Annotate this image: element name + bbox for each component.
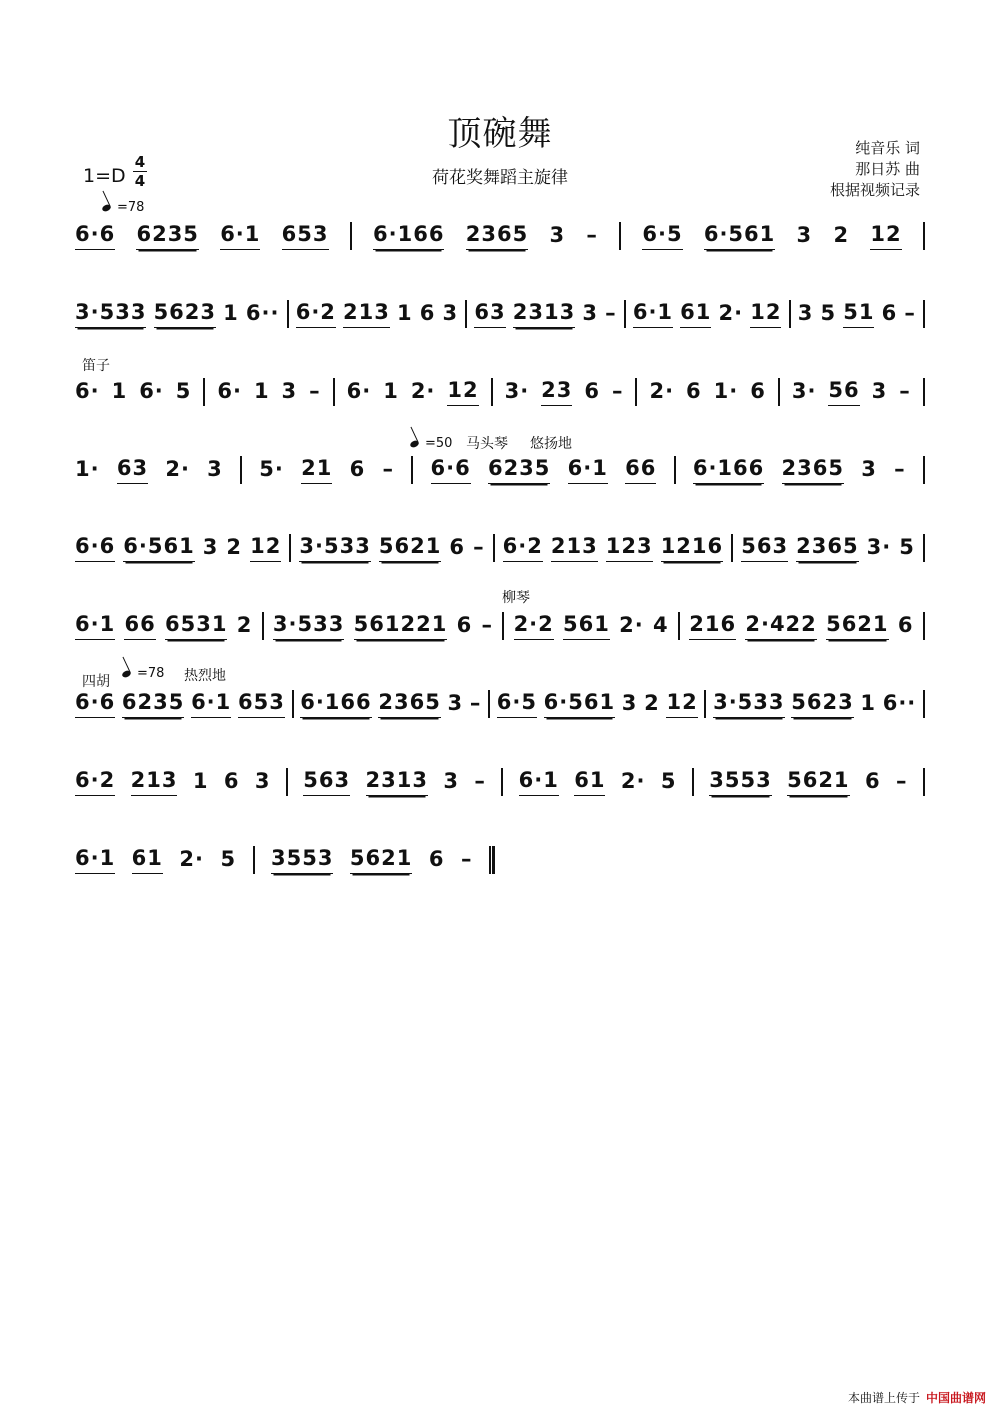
quarter-note-icon	[409, 439, 420, 448]
note-group: 12	[250, 534, 281, 562]
dash-extension: –	[605, 300, 617, 325]
note-group: 6·	[346, 378, 372, 403]
footer-text: 本曲谱上传于	[847, 1391, 920, 1405]
note-group: 3·533	[75, 300, 146, 328]
note-group: 5	[220, 846, 237, 871]
note-group: 5	[820, 300, 837, 325]
note-group: 12	[666, 690, 697, 718]
note-group: 6·166	[373, 222, 444, 250]
note-group: 561221	[354, 612, 448, 640]
note-group: 6·1	[633, 300, 673, 328]
barline	[262, 612, 264, 640]
note-group: 5	[899, 534, 915, 559]
note-group: 2	[226, 534, 243, 559]
note-group: 61	[132, 846, 163, 874]
dash-extension: –	[899, 378, 911, 403]
dash-extension: –	[904, 300, 916, 325]
note-group: 3·533	[713, 690, 784, 718]
note-group: 3	[447, 690, 464, 715]
note-group: 6	[349, 456, 366, 481]
barline	[502, 612, 504, 640]
note-group: 5621	[787, 768, 849, 796]
score-row-5	[75, 528, 925, 568]
barline	[923, 300, 925, 328]
note-group: 6	[223, 768, 240, 793]
note-group: 1	[192, 768, 209, 793]
note-group: 5623	[791, 690, 853, 718]
barline	[789, 300, 791, 328]
note-group: 6·6	[75, 222, 115, 250]
note-group: 2·	[410, 378, 436, 403]
note-group: 3	[861, 456, 877, 481]
note-group: 6·561	[704, 222, 775, 250]
barline	[501, 768, 503, 796]
source-credit: 根据视频记录	[829, 181, 920, 199]
note-group: 5621	[826, 612, 888, 640]
barline	[624, 300, 626, 328]
note-group: 3·533	[299, 534, 370, 562]
note-group: 2365	[378, 690, 440, 718]
note-group: 61	[680, 300, 711, 328]
note-group: 1	[860, 690, 877, 715]
note-group: 6·1	[519, 768, 559, 796]
note-group: 6·2	[75, 768, 115, 796]
note-group: 6·2	[503, 534, 543, 562]
site-logo[interactable]: 中国曲谱网	[925, 1391, 986, 1405]
note-group: 1	[253, 378, 270, 403]
note-group: 561	[563, 612, 610, 640]
barline	[350, 222, 352, 250]
note-group: 51	[843, 300, 874, 328]
note-group: 12	[447, 378, 478, 406]
note-group: 653	[282, 222, 329, 250]
youyang-label: 悠扬地	[530, 436, 572, 452]
barline	[286, 768, 288, 796]
note-group: 6·6	[75, 690, 115, 718]
relie-label: 热烈地	[184, 668, 226, 684]
score-row-4	[75, 450, 925, 490]
note-group: 5	[660, 768, 677, 793]
barline	[240, 456, 242, 484]
note-group: 6235	[122, 690, 184, 718]
note-group: 2·	[179, 846, 204, 871]
note-group: 3	[443, 768, 459, 793]
note-group: 6··	[882, 690, 917, 715]
note-group: 1	[383, 378, 399, 403]
note-group: 3	[281, 378, 298, 403]
note-group: 2365	[782, 456, 844, 484]
note-group: 3	[202, 534, 219, 559]
note-group: 1·	[75, 456, 100, 481]
dash-extension: –	[469, 690, 482, 715]
barline	[923, 222, 925, 250]
note-group: 5623	[154, 300, 216, 328]
barline	[203, 378, 205, 406]
barline	[289, 534, 291, 562]
note-group: 6	[449, 534, 466, 559]
note-group: 5621	[379, 534, 441, 562]
page-footer	[848, 1389, 986, 1406]
barline	[411, 456, 413, 484]
note-group: 2	[236, 612, 253, 637]
note-group: 6·6	[75, 534, 115, 562]
note-group: 6·1	[568, 456, 608, 484]
lyricist-credit: 纯音乐 词	[855, 139, 920, 157]
note-group: 6	[881, 300, 898, 325]
note-group: 563	[741, 534, 788, 562]
note-group: 3·	[866, 534, 892, 559]
note-group: 61	[574, 768, 605, 796]
dash-extension: –	[460, 846, 473, 871]
note-group: 213	[343, 300, 390, 328]
note-group: 6·166	[693, 456, 764, 484]
note-group: 2	[644, 690, 660, 715]
note-group: 6	[419, 300, 436, 325]
note-group: 3	[442, 300, 459, 325]
tempo-value-3: =78	[137, 666, 165, 681]
note-group: 3	[582, 300, 598, 325]
barline	[778, 378, 780, 406]
score-row-6	[75, 606, 925, 646]
note-group: 3	[621, 690, 638, 715]
note-group: 63	[474, 300, 505, 328]
barline	[923, 768, 925, 796]
note-group: 12	[870, 222, 901, 250]
note-group: 4	[653, 612, 669, 637]
barline	[692, 768, 694, 796]
note-group: 63	[117, 456, 148, 484]
dash-extension: –	[474, 768, 486, 793]
note-group: 2·	[649, 378, 675, 403]
time-denominator: 4	[134, 172, 146, 190]
score-row-8	[75, 762, 925, 802]
note-group: 3	[871, 378, 888, 403]
note-group: 6	[864, 768, 881, 793]
note-group: 6·5	[497, 690, 537, 718]
barline	[292, 690, 294, 718]
note-group: 1	[397, 300, 413, 325]
note-group: 6·	[139, 378, 164, 403]
barline	[678, 612, 680, 640]
barline	[488, 690, 490, 718]
note-group: 6531	[165, 612, 227, 640]
note-group: 5	[175, 378, 192, 403]
note-group: 12	[750, 300, 781, 328]
note-group: 1	[111, 378, 128, 403]
note-group: 216	[689, 612, 736, 640]
dash-extension: –	[586, 222, 598, 247]
note-group: 66	[625, 456, 656, 484]
dash-extension: –	[481, 612, 493, 637]
note-group: 213	[131, 768, 178, 796]
note-group: 2365	[796, 534, 858, 562]
score-subtitle: 荷花奖舞蹈主旋律	[432, 168, 568, 188]
tempo-mark-1	[102, 200, 144, 215]
note-group: 3·533	[273, 612, 344, 640]
barline	[923, 612, 925, 640]
sihu-label: 四胡	[82, 674, 110, 690]
note-group: 3553	[271, 846, 333, 874]
time-signature	[132, 153, 148, 190]
note-group: 3	[207, 456, 223, 481]
note-group: 6·6	[431, 456, 471, 484]
barline	[253, 846, 255, 874]
barline	[923, 378, 925, 406]
note-group: 6·1	[75, 612, 115, 640]
note-group: 2	[833, 222, 850, 247]
time-numerator: 4	[134, 153, 146, 171]
dash-extension: –	[894, 456, 906, 481]
note-group: 653	[238, 690, 285, 718]
note-group: 5·	[259, 456, 284, 481]
note-group: 1	[223, 300, 239, 325]
note-group: 6·1	[220, 222, 260, 250]
note-group: 6	[897, 612, 914, 637]
note-group: 6	[428, 846, 445, 871]
note-group: 6235	[136, 222, 198, 250]
note-group: 3	[254, 768, 271, 793]
note-group: 6235	[488, 456, 550, 484]
tempo-value-2: =50	[425, 436, 453, 451]
note-group: 6	[750, 378, 766, 403]
note-group: 6·	[217, 378, 242, 403]
note-group: 6·2	[296, 300, 336, 328]
dizi-label: 笛子	[82, 358, 110, 374]
note-group: 213	[551, 534, 598, 562]
note-group: 6·1	[191, 690, 231, 718]
note-group: 2·2	[514, 612, 554, 640]
barline	[731, 534, 733, 562]
quarter-note-icon	[121, 669, 132, 678]
dash-extension: –	[382, 456, 394, 481]
barline	[333, 378, 335, 406]
composer-credit: 那日苏 曲	[855, 160, 920, 178]
barline	[619, 222, 621, 250]
dash-extension: –	[473, 534, 485, 559]
barline	[674, 456, 676, 484]
note-group: 2365	[466, 222, 528, 250]
barline	[465, 300, 467, 328]
note-group: 23	[541, 378, 572, 406]
note-group: 2·	[620, 768, 646, 793]
note-group: 3553	[709, 768, 771, 796]
note-group: 21	[301, 456, 332, 484]
matouqin-label: 马头琴	[466, 436, 508, 452]
barline	[923, 534, 925, 562]
note-group: 3	[549, 222, 566, 247]
score-row-7	[75, 684, 925, 724]
note-group: 6··	[245, 300, 280, 325]
tempo-mark-2	[410, 436, 452, 451]
note-group: 6·561	[123, 534, 194, 562]
score-row-2	[75, 294, 925, 334]
note-group: 2·	[619, 612, 644, 637]
note-group: 6·1	[75, 846, 115, 874]
tempo-value-1: =78	[117, 200, 145, 215]
note-group: 6	[686, 378, 702, 403]
score-title: 顶碗舞	[447, 114, 553, 154]
dash-extension: –	[895, 768, 908, 793]
final-barline	[489, 846, 495, 874]
note-group: 3·	[791, 378, 817, 403]
barline	[923, 456, 925, 484]
score-row-1	[75, 216, 925, 256]
note-group: 6	[584, 378, 601, 403]
note-group: 123	[606, 534, 653, 562]
note-group: 56	[828, 378, 859, 406]
quarter-note-icon	[101, 203, 112, 212]
note-group: 66	[124, 612, 155, 640]
note-group: 2·	[165, 456, 190, 481]
dash-extension: –	[612, 378, 624, 403]
barline	[704, 690, 706, 718]
note-group: 2·	[718, 300, 744, 325]
note-group: 2313	[366, 768, 428, 796]
note-group: 563	[303, 768, 350, 796]
note-group: 6	[456, 612, 473, 637]
barline	[287, 300, 289, 328]
tempo-mark-3	[122, 666, 164, 681]
note-group: 6·166	[300, 690, 371, 718]
note-group: 2·422	[745, 612, 816, 640]
note-group: 3	[796, 222, 813, 247]
note-group: 2313	[513, 300, 575, 328]
note-group: 3·	[504, 378, 530, 403]
liuqin-label: 柳琴	[502, 590, 530, 606]
key-signature: 1=D	[83, 165, 126, 187]
barline	[493, 534, 495, 562]
note-group: 1·	[713, 378, 739, 403]
score-row-9	[75, 840, 495, 880]
note-group: 6·561	[544, 690, 615, 718]
barline	[635, 378, 637, 406]
note-group: 1216	[661, 534, 723, 562]
note-group: 5621	[350, 846, 412, 874]
note-group: 3	[797, 300, 814, 325]
note-group: 6·	[75, 378, 100, 403]
barline	[923, 690, 925, 718]
dash-extension: –	[309, 378, 321, 403]
note-group: 6·5	[642, 222, 682, 250]
barline	[491, 378, 493, 406]
score-row-3	[75, 372, 925, 412]
